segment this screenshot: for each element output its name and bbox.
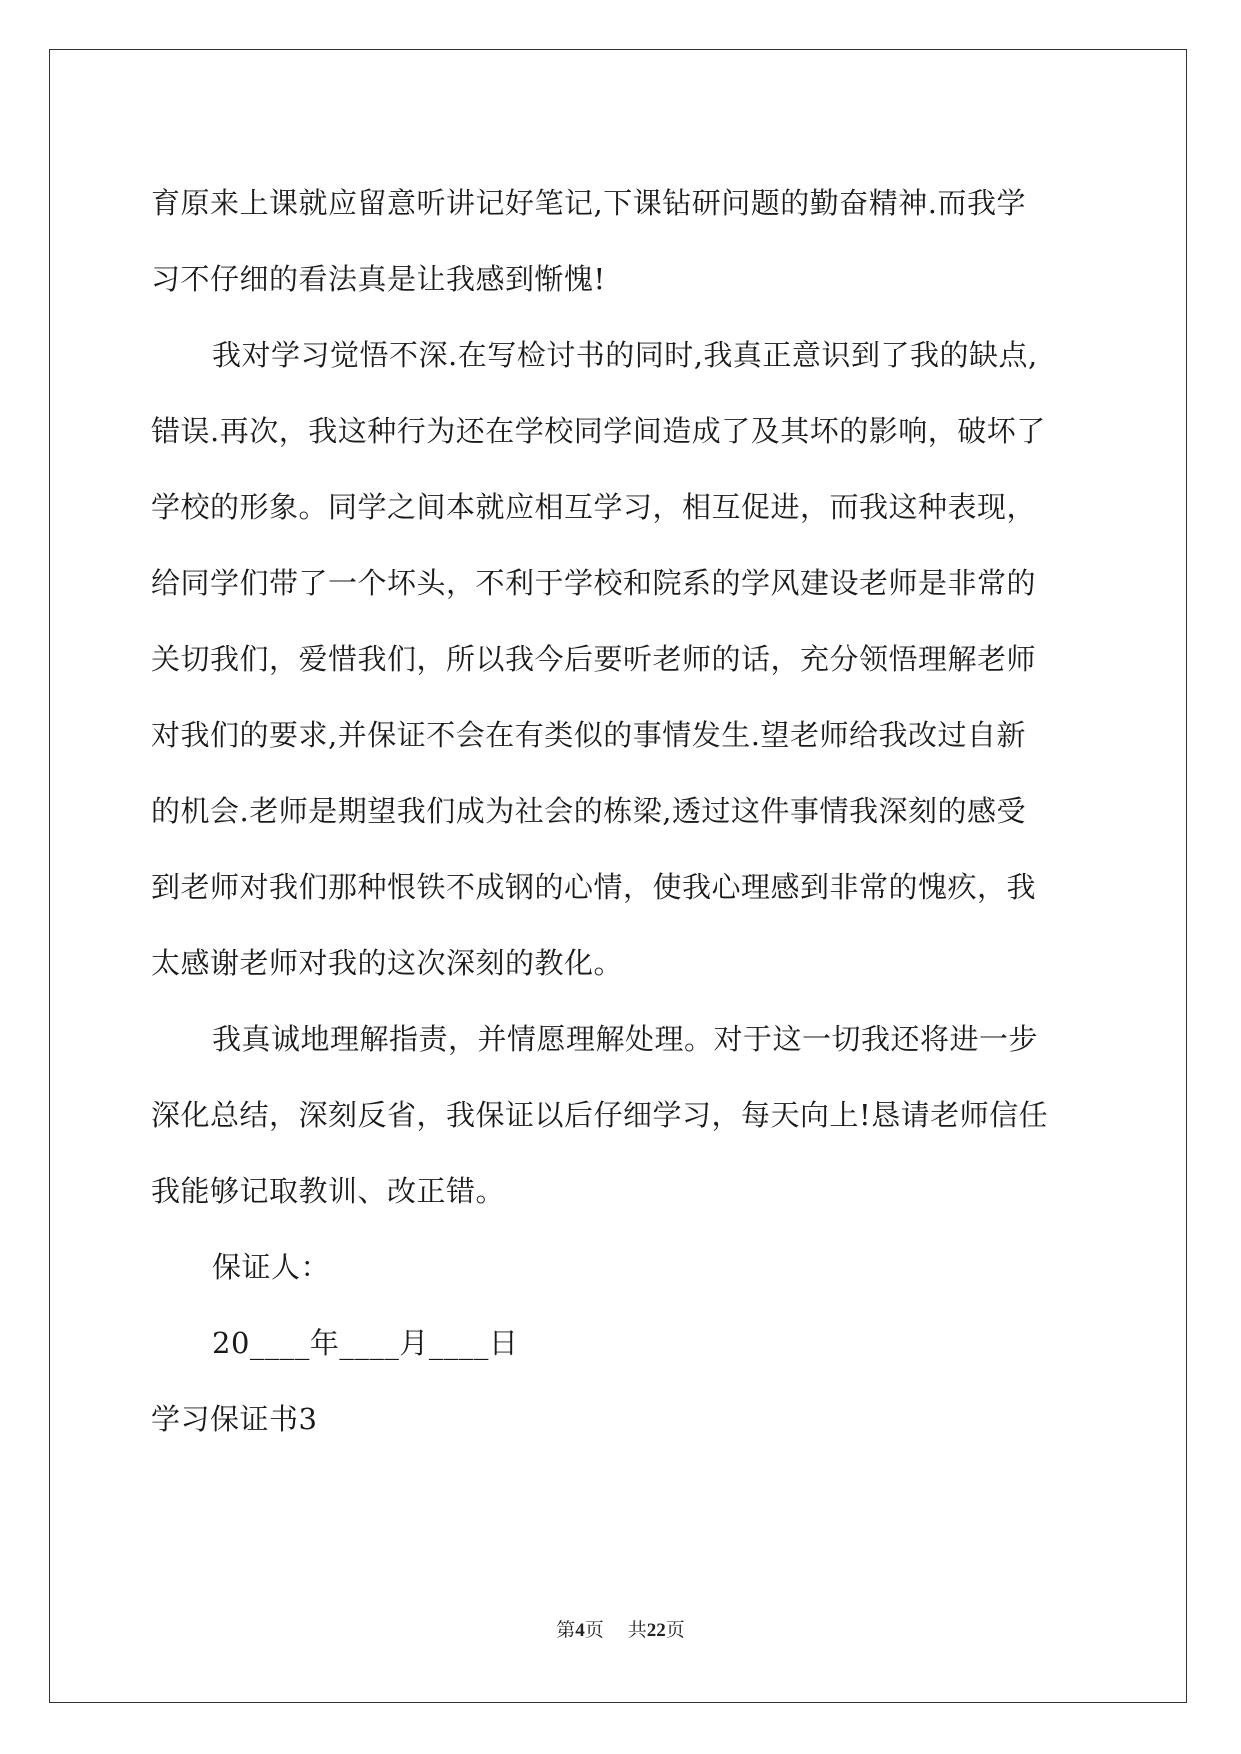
text-line: 习不仔细的看法真是让我感到惭愧! [151, 262, 606, 296]
date-line: 20____年____月____日 [212, 1326, 519, 1360]
text-line: 太感谢老师对我的这次深刻的教化。 [151, 946, 624, 980]
guarantor-label: 保证人： [212, 1250, 331, 1284]
text-line: 到老师对我们那种恨铁不成钢的心情，使我心理感到非常的愧疚，我 [151, 870, 1037, 904]
text-line: 对我们的要求,并保证不会在有类似的事情发生.望老师给我改过自新 [151, 718, 1026, 752]
text-line: 的机会.老师是期望我们成为社会的栋梁,透过这件事情我深刻的感受 [151, 794, 1026, 828]
text-line: 学校的形象。同学之间本就应相互学习，相互促进，而我这种表现， [151, 490, 1037, 524]
text-line: 深化总结，深刻反省，我保证以后仔细学习，每天向上!恳请老师信任 [151, 1098, 1049, 1132]
page-prefix: 第 [556, 1619, 576, 1641]
text-line: 我能够记取教训、改正错。 [151, 1174, 506, 1208]
section-heading: 学习保证书3 [151, 1402, 318, 1436]
page-number: 4 [575, 1620, 585, 1641]
text-line: 给同学们带了一个坏头，不利于学校和院系的学风建设老师是非常的 [151, 566, 1037, 600]
text-line: 育原来上课就应留意听讲记好笔记,下课钻研问题的勤奋精神.而我学 [151, 186, 1026, 220]
text-line: 错误.再次，我这种行为还在学校同学间造成了及其坏的影响，破坏了 [151, 414, 1046, 448]
text-line: 关切我们，爱惜我们，所以我今后要听老师的话，充分领悟理解老师 [151, 642, 1037, 676]
paragraph-start-line: 我对学习觉悟不深.在写检讨书的同时,我真正意识到了我的缺点, [212, 338, 1038, 372]
page-suffix: 页 [584, 1619, 604, 1641]
total-prefix: 共 [627, 1619, 647, 1641]
total-pages: 22 [646, 1620, 666, 1641]
total-suffix: 页 [665, 1619, 685, 1641]
paragraph-start-line: 我真诚地理解指责，并情愿理解处理。对于这一切我还将进一步 [212, 1022, 1039, 1056]
page-footer [0, 1615, 1241, 1642]
document-body [151, 165, 1081, 1457]
